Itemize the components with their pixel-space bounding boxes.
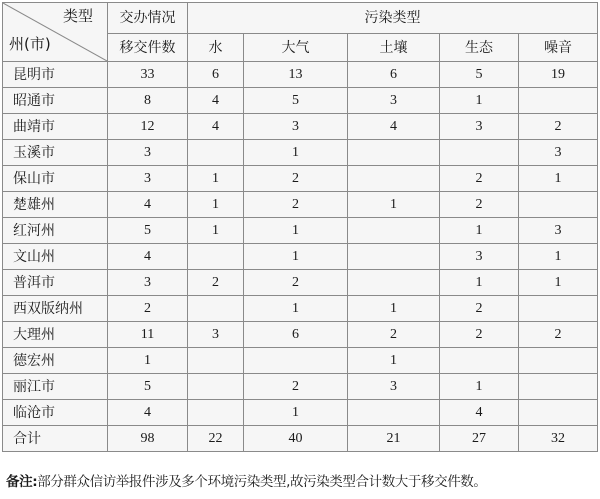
table-row [3,244,598,270]
footnote-label: 备注: [6,474,38,490]
ecology-cell: 5 [440,62,519,88]
air-cell: 1 [244,218,348,244]
air-cell: 1 [244,140,348,166]
air-cell: 13 [244,62,348,88]
table-row [3,218,598,244]
noise-cell: 19 [519,62,598,88]
noise-cell [519,88,598,114]
table-row [3,296,598,322]
water-cell [188,348,244,374]
water-cell: 1 [188,166,244,192]
transfer-count-cell: 8 [108,88,188,114]
ecology-cell [440,348,519,374]
table-row [3,374,598,400]
transfer-count-cell: 5 [108,374,188,400]
pollution-complaints-table [2,2,598,452]
noise-cell: 1 [519,244,598,270]
table-row [3,426,598,452]
noise-cell: 3 [519,140,598,166]
ecology-cell: 3 [440,244,519,270]
noise-cell: 3 [519,218,598,244]
ecology-cell: 1 [440,270,519,296]
noise-cell [519,400,598,426]
air-cell: 5 [244,88,348,114]
transfer-count-cell: 1 [108,348,188,374]
water-cell: 4 [188,88,244,114]
transfer-count-cell: 3 [108,166,188,192]
ecology-cell: 2 [440,166,519,192]
table-row [3,62,598,88]
noise-cell: 32 [519,426,598,452]
air-cell [244,348,348,374]
footnote-text: 部分群众信访举报件涉及多个环境污染类型,故污染类型合计数大于移交件数。 [37,474,487,490]
noise-cell [519,296,598,322]
region-name-cell: 昭通市 [3,88,108,114]
noise-cell: 1 [519,166,598,192]
ecology-cell [440,140,519,166]
table-row [3,348,598,374]
corner-label-type: 类型 [62,7,93,25]
noise-cell [519,374,598,400]
region-name-cell: 曲靖市 [3,114,108,140]
transfer-count-cell: 5 [108,218,188,244]
region-name-cell: 玉溪市 [3,140,108,166]
air-cell: 2 [244,166,348,192]
water-cell: 3 [188,322,244,348]
table-row [3,140,598,166]
air-cell: 1 [244,400,348,426]
noise-cell [519,192,598,218]
type-header-air: 大气 [244,34,348,62]
soil-cell [348,270,440,296]
region-name-cell: 红河州 [3,218,108,244]
water-cell: 22 [188,426,244,452]
soil-cell: 3 [348,88,440,114]
noise-cell: 2 [519,114,598,140]
ecology-cell: 3 [440,114,519,140]
transfer-group-header: 交办情况 [108,3,188,34]
soil-cell [348,166,440,192]
soil-cell: 21 [348,426,440,452]
soil-cell [348,140,440,166]
region-name-cell: 保山市 [3,166,108,192]
water-cell [188,374,244,400]
ecology-cell: 27 [440,426,519,452]
ecology-cell: 1 [440,218,519,244]
ecology-cell: 1 [440,374,519,400]
region-name-cell: 大理州 [3,322,108,348]
soil-cell [348,218,440,244]
ecology-cell: 1 [440,88,519,114]
soil-cell [348,400,440,426]
pollution-group-header: 污染类型 [188,3,598,34]
table-row [3,322,598,348]
air-cell: 2 [244,374,348,400]
corner-label-region: 州(市) [9,35,51,53]
soil-cell: 1 [348,192,440,218]
transfer-count-cell: 2 [108,296,188,322]
noise-cell: 1 [519,270,598,296]
type-header-noise: 噪音 [519,34,598,62]
footnote [6,470,598,490]
water-cell [188,244,244,270]
soil-cell [348,244,440,270]
corner-header-cell [3,3,108,62]
header-row-1 [3,3,598,34]
table-row [3,88,598,114]
noise-cell [519,348,598,374]
region-name-cell: 西双版纳州 [3,296,108,322]
soil-cell: 3 [348,374,440,400]
region-name-cell: 文山州 [3,244,108,270]
ecology-cell: 2 [440,322,519,348]
air-cell: 2 [244,192,348,218]
soil-cell: 2 [348,322,440,348]
transfer-count-cell: 12 [108,114,188,140]
transfer-count-cell: 4 [108,400,188,426]
water-cell: 2 [188,270,244,296]
table-row [3,166,598,192]
air-cell: 1 [244,296,348,322]
region-name-cell: 德宏州 [3,348,108,374]
water-cell: 1 [188,218,244,244]
table-row [3,270,598,296]
transfer-count-cell: 11 [108,322,188,348]
region-name-cell: 楚雄州 [3,192,108,218]
water-cell [188,140,244,166]
water-cell [188,400,244,426]
transfer-count-cell: 98 [108,426,188,452]
noise-cell: 2 [519,322,598,348]
region-name-cell: 昆明市 [3,62,108,88]
soil-cell: 1 [348,348,440,374]
water-cell: 6 [188,62,244,88]
region-name-cell: 丽江市 [3,374,108,400]
table-row [3,192,598,218]
soil-cell: 1 [348,296,440,322]
air-cell: 1 [244,244,348,270]
type-header-soil: 土壤 [348,34,440,62]
ecology-cell: 4 [440,400,519,426]
air-cell: 3 [244,114,348,140]
transfer-count-cell: 4 [108,244,188,270]
soil-cell: 4 [348,114,440,140]
region-name-cell: 合计 [3,426,108,452]
air-cell: 40 [244,426,348,452]
soil-cell: 6 [348,62,440,88]
air-cell: 6 [244,322,348,348]
type-header-ecology: 生态 [440,34,519,62]
ecology-cell: 2 [440,192,519,218]
transfer-count-cell: 4 [108,192,188,218]
ecology-cell: 2 [440,296,519,322]
region-name-cell: 普洱市 [3,270,108,296]
table-row [3,114,598,140]
region-name-cell: 临沧市 [3,400,108,426]
transfer-count-cell: 33 [108,62,188,88]
transfer-count-cell: 3 [108,270,188,296]
water-cell: 4 [188,114,244,140]
type-header-water: 水 [188,34,244,62]
table-row [3,400,598,426]
water-cell: 1 [188,192,244,218]
transfer-count-header: 移交件数 [108,34,188,62]
transfer-count-cell: 3 [108,140,188,166]
water-cell [188,296,244,322]
air-cell: 2 [244,270,348,296]
